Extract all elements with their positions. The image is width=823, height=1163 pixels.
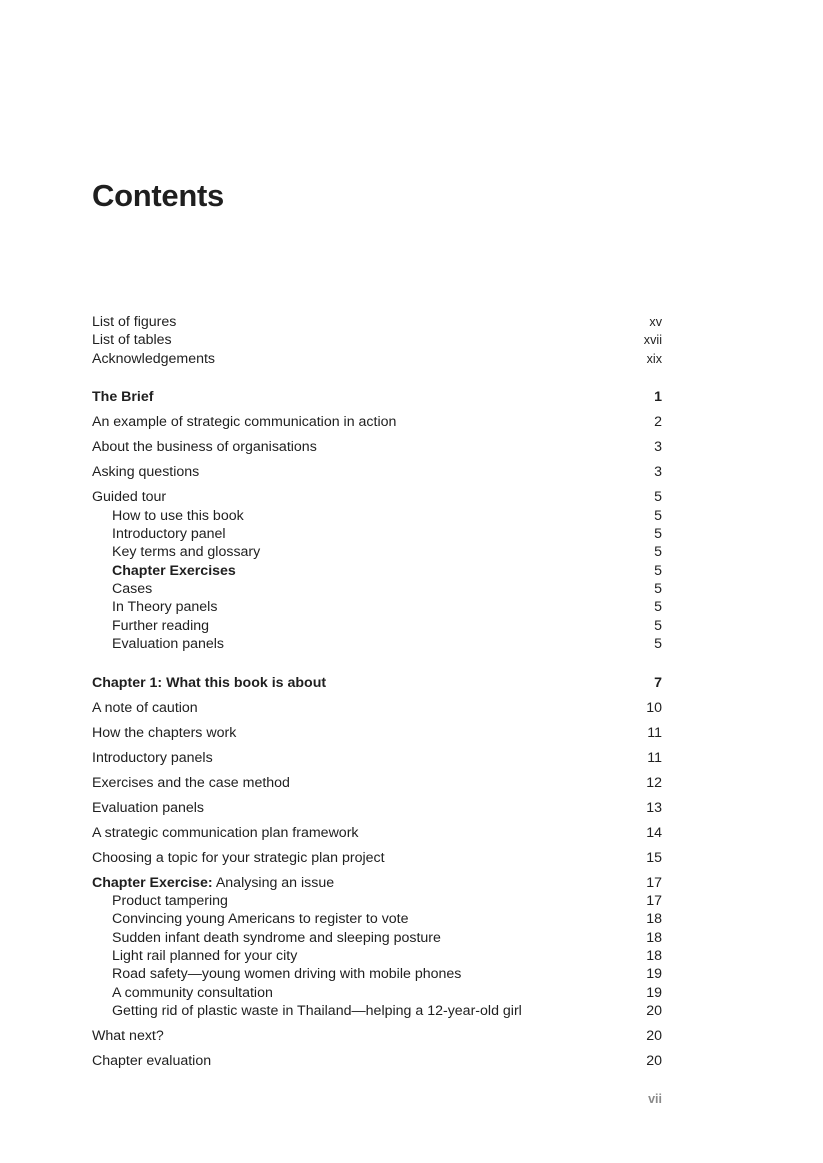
toc-entry-page: 20	[646, 1053, 662, 1070]
toc-entry	[92, 488, 662, 506]
toc-entry-label: Asking questions	[92, 464, 200, 481]
table-of-contents	[92, 313, 662, 1071]
toc-exercise-entry	[92, 874, 662, 892]
toc-entry-label: Evaluation panels	[92, 799, 205, 816]
toc-entry-label: List of figures	[92, 314, 177, 330]
toc-subentry-page: 5	[654, 562, 662, 579]
toc-subentry	[92, 965, 662, 983]
toc-entry	[92, 331, 662, 349]
toc-entry-page: 12	[646, 774, 662, 791]
toc-entry-page: 10	[646, 699, 662, 716]
toc-subentry	[92, 1002, 662, 1020]
toc-entry-page: 11	[647, 749, 662, 766]
toc-entry-page: xv	[649, 315, 662, 329]
toc-entry-page: 5	[654, 489, 662, 506]
toc-subentry	[92, 562, 662, 580]
page-title: Contents	[92, 178, 224, 213]
toc-section-heading	[92, 674, 662, 692]
toc-entry	[92, 1052, 662, 1070]
toc-entry-page: 2	[654, 414, 662, 431]
toc-subentry-page: 5	[654, 544, 662, 561]
toc-subentry-label: In Theory panels	[112, 599, 218, 616]
toc-entry-label: Exercises and the case method	[92, 774, 290, 791]
toc-subentry-label: How to use this book	[112, 507, 244, 524]
toc-entry	[92, 774, 662, 792]
toc-entry	[92, 1027, 662, 1045]
toc-subentry-label: Further reading	[112, 617, 209, 634]
toc-subentry	[92, 543, 662, 561]
toc-entry	[92, 749, 662, 767]
toc-subentry	[92, 598, 662, 616]
toc-subentry	[92, 525, 662, 543]
toc-subentry	[92, 580, 662, 598]
toc-entry-label: Chapter evaluation	[92, 1053, 212, 1070]
toc-subentry-page: 18	[646, 929, 662, 946]
toc-subentry-page: 5	[654, 581, 662, 598]
page-number: vii	[648, 1092, 662, 1106]
toc-subentry-label: Key terms and glossary	[112, 544, 261, 561]
toc-entry-page: 3	[654, 464, 662, 481]
toc-entry-label: An example of strategic communication in action	[92, 414, 397, 431]
toc-subentry	[92, 984, 662, 1002]
toc-subentry-label: Evaluation panels	[112, 636, 225, 653]
toc-subentry-label: Cases	[112, 581, 153, 598]
toc-entry	[92, 824, 662, 842]
toc-entry-page: 13	[646, 799, 662, 816]
toc-subentry	[92, 947, 662, 965]
toc-entry	[92, 413, 662, 431]
toc-subentry-page: 19	[646, 966, 662, 983]
toc-entry	[92, 799, 662, 817]
toc-subentry-page: 19	[646, 984, 662, 1001]
toc-entry-label: Guided tour	[92, 489, 167, 506]
toc-entry-label: Choosing a topic for your strategic plan project	[92, 849, 385, 866]
toc-entry-page: 20	[646, 1028, 662, 1045]
toc-subentry	[92, 617, 662, 635]
toc-subentry-page: 18	[646, 911, 662, 928]
toc-exercise-label	[92, 874, 334, 892]
toc-subentry-label: Introductory panel	[112, 525, 226, 542]
toc-entry-page: 11	[647, 724, 662, 741]
toc-subentry-label: Product tampering	[112, 892, 228, 909]
toc-subentry-page: 18	[646, 948, 662, 965]
toc-entry-label: List of tables	[92, 332, 172, 349]
toc-entry	[92, 350, 662, 368]
toc-entry	[92, 438, 662, 456]
toc-entry-page: 17	[646, 874, 662, 891]
toc-heading-label: Chapter 1: What this book is about	[92, 674, 327, 691]
toc-section-heading	[92, 388, 662, 406]
toc-entry	[92, 849, 662, 867]
toc-entry-label: About the business of organisations	[92, 439, 317, 456]
toc-subentry-page: 20	[646, 1003, 662, 1020]
toc-entry-page: 14	[646, 824, 662, 841]
toc-exercise-title: Analysing an issue	[215, 874, 335, 891]
toc-heading-label: The Brief	[92, 389, 154, 406]
toc-entry-page: 15	[646, 849, 662, 866]
toc-entry-label: Introductory panels	[92, 749, 213, 766]
toc-exercise-prefix: Chapter Exercise:	[92, 874, 213, 891]
toc-subentry-page: 5	[654, 636, 662, 653]
toc-subentry-page: 5	[654, 599, 662, 616]
toc-subentry	[92, 929, 662, 947]
toc-subentry-label: Convincing young Americans to register to vote	[112, 911, 409, 928]
toc-entry-label: A note of caution	[92, 699, 198, 716]
toc-entry-label: How the chapters work	[92, 724, 237, 741]
toc-entry-page: 3	[654, 439, 662, 456]
toc-subentry-page: 17	[646, 892, 662, 909]
toc-entry	[92, 313, 662, 331]
toc-entry-label: A strategic communication plan framework	[92, 824, 359, 841]
toc-entry-page: xix	[646, 351, 662, 366]
toc-subentry-label: A community consultation	[112, 984, 273, 1001]
toc-entry-label: What next?	[92, 1028, 164, 1045]
toc-subentry	[92, 910, 662, 928]
toc-entry	[92, 463, 662, 481]
toc-heading-page: 1	[654, 389, 662, 406]
toc-subentry-page: 5	[654, 525, 662, 542]
toc-entry	[92, 724, 662, 742]
toc-subentry-page: 5	[654, 617, 662, 634]
toc-subentry	[92, 635, 662, 653]
toc-subentry	[92, 892, 662, 910]
toc-subentry-label: Chapter Exercises	[112, 562, 236, 579]
toc-entry	[92, 699, 662, 717]
toc-subentry-label: Road safety—young women driving with mobile phones	[112, 966, 462, 983]
toc-subentry-label: Light rail planned for your city	[112, 948, 298, 965]
toc-subentry-page: 5	[654, 507, 662, 524]
toc-subentry-label: Sudden infant death syndrome and sleeping posture	[112, 929, 441, 946]
toc-subentry-label: Getting rid of plastic waste in Thailand—helping a 12-year-old girl	[112, 1003, 522, 1020]
toc-subentry	[92, 507, 662, 525]
toc-entry-page: xvii	[643, 333, 662, 348]
toc-heading-page: 7	[654, 674, 662, 691]
toc-entry-label: Acknowledgements	[92, 350, 216, 367]
